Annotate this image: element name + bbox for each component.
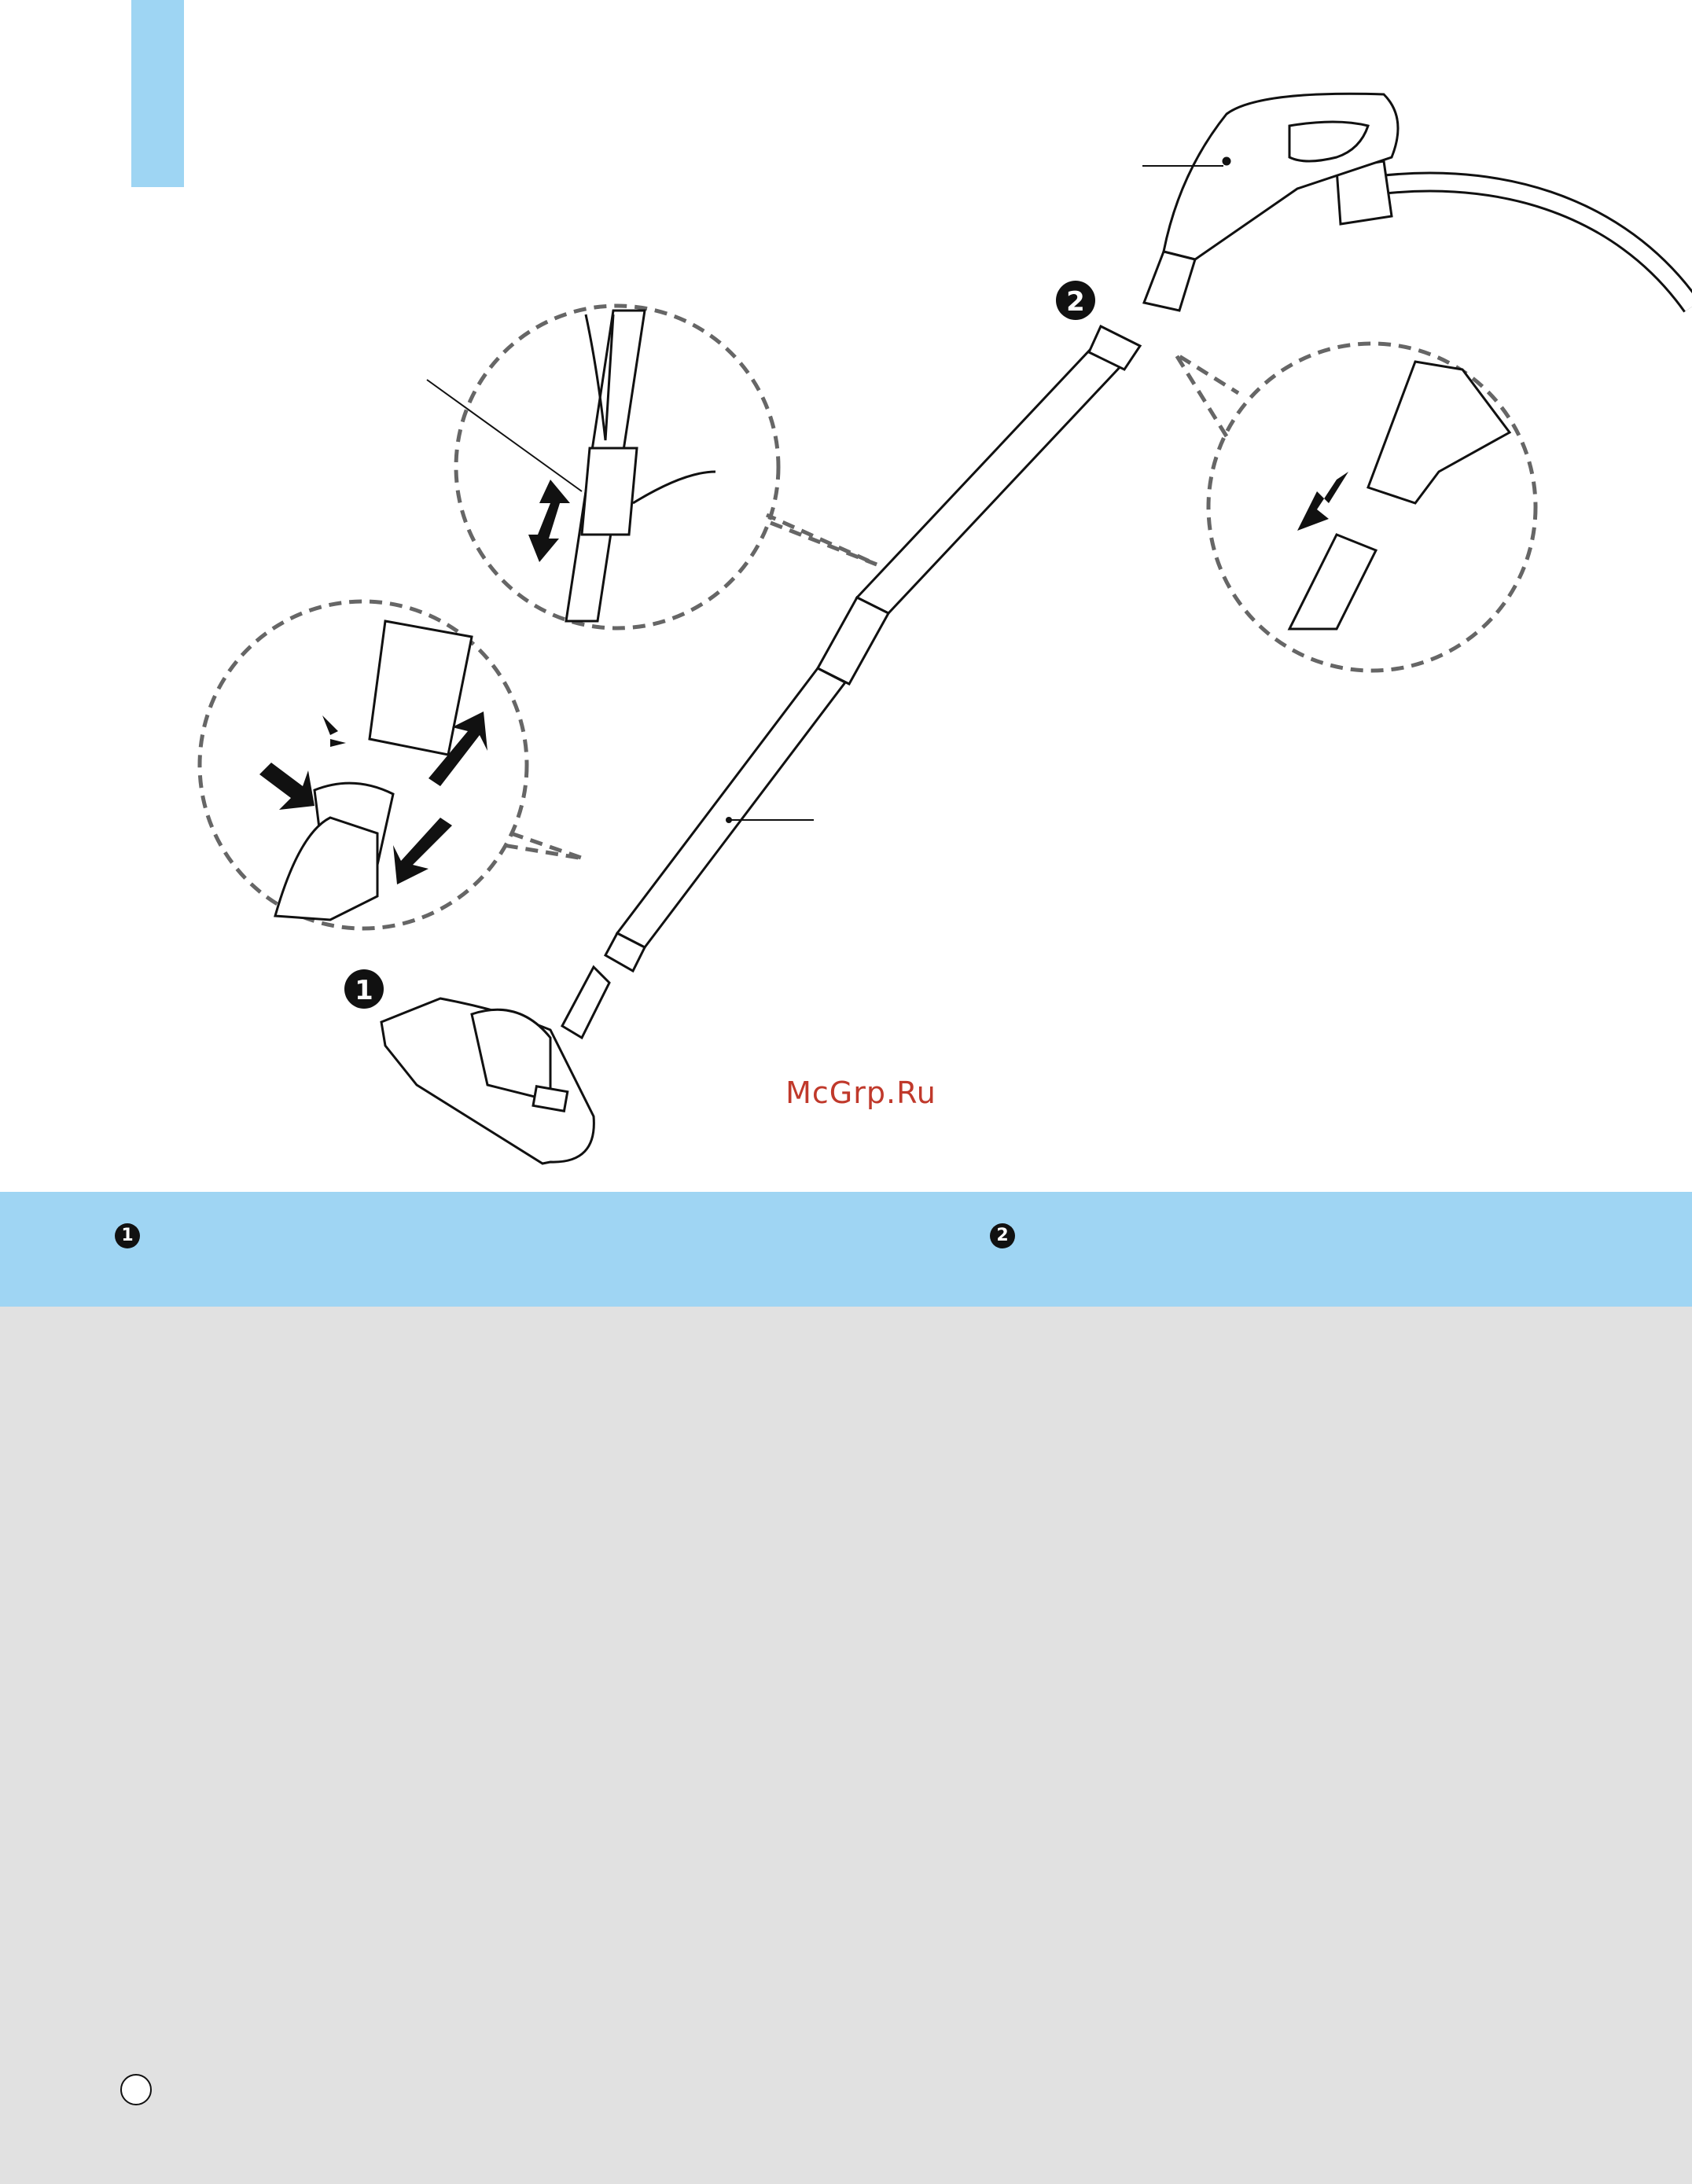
double-arrow-vertical	[528, 480, 570, 562]
step-2-badge: 2	[990, 1223, 1015, 1248]
instruction-band	[0, 1192, 1692, 1307]
page-number-circle	[120, 2074, 152, 2105]
telescopic-pipe	[605, 326, 1140, 971]
svg-text:1: 1	[355, 975, 373, 1006]
pipe-adjust-leader	[427, 380, 582, 491]
double-arrow-diagonal	[1297, 472, 1348, 531]
callout-handle-content	[1289, 362, 1510, 629]
text-area	[0, 1307, 1692, 2184]
svg-text:2: 2	[1066, 286, 1085, 318]
floor-nozzle	[381, 967, 609, 1164]
callout-pipe-adjust-content	[566, 311, 715, 621]
step-marker-2	[1056, 281, 1095, 320]
callout-handle-connect	[1175, 344, 1536, 671]
hose-handle	[1144, 94, 1692, 311]
step-marker-1	[344, 969, 384, 1009]
callout-pipe-adjust	[456, 306, 877, 628]
watermark: McGrp.Ru	[785, 1075, 936, 1110]
step-1-badge: 1	[115, 1223, 140, 1248]
